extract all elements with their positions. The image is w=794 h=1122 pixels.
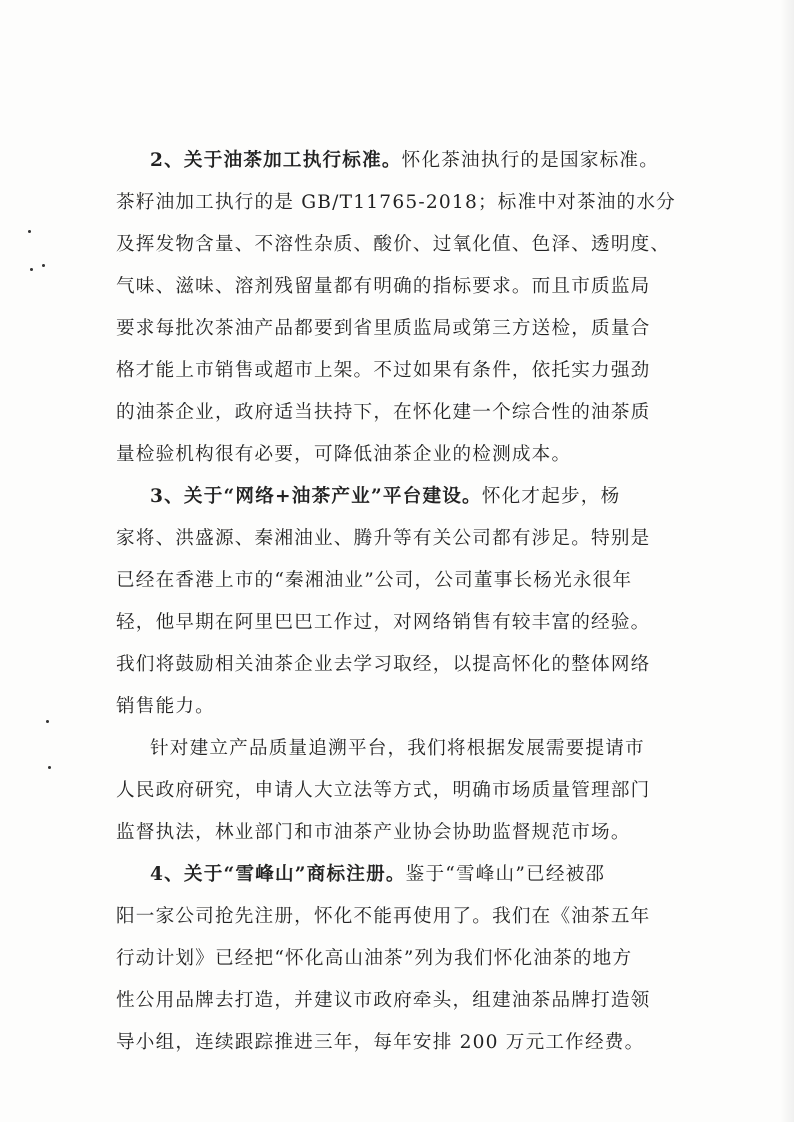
paragraph-3-line: 已经在香港上市的“秦湘油业”公司，公司董事长杨光永很年 [116,570,633,591]
paragraph-2-line: 要求每批次茶油产品都要到省里质监局或第三方送检，质量合 [116,318,651,339]
paragraph-2-line: 茶籽油加工执行的是 GB/T11765-2018；标准中对茶油的水分 [116,192,676,213]
paragraph-4-heading: 4、关于“雪峰山”商标注册。 [150,864,406,885]
paragraph-3-line: 家将、洪盛源、秦湘油业、腾升等有关公司都有涉足。特别是 [116,528,651,549]
paragraph-2-line: 量检验机构很有必要，可降低油茶企业的检测成本。 [116,444,572,465]
paragraph-3-text: 怀化才起步，杨 [481,486,621,507]
paragraph-2-line: 格才能上市销售或超市上架。不过如果有条件，依托实力强劲 [116,360,651,381]
paragraph-2-line: 及挥发物含量、不溶性杂质、酸价、过氧化值、色泽、透明度、 [116,234,671,255]
paragraph-4-line: 导小组，连续跟踪推进三年，每年安排 200 万元工作经费。 [116,1032,645,1053]
paragraph-3-heading: 3、关于“网络+油茶产业”平台建设。 [150,486,482,507]
scan-mark [42,264,45,267]
paragraph-3-line: 我们将鼓励相关油茶企业去学习取经，以提高怀化的整体网络 [116,654,651,675]
paragraph-4-text: 鉴于“雪峰山”已经被邵 [405,864,606,885]
paragraph-3-line: 销售能力。 [116,696,215,717]
traceability-line: 人民政府研究，申请人大立法等方式，明确市场质量管理部门 [116,780,651,801]
scan-mark [30,268,33,271]
scan-mark [28,230,31,233]
paragraph-2-line: 气味、滋味、溶剂残留量都有明确的指标要求。而且市质监局 [116,276,651,297]
traceability-line: 监督执法，林业部门和市油茶产业协会协助监督规范市场。 [116,822,631,843]
paragraph-4-line: 性公用品牌去打造，并建议市政府牵头，组建油茶品牌打造领 [116,990,651,1011]
traceability-line: 针对建立产品质量追溯平台，我们将根据发展需要提请市 [150,738,645,759]
paragraph-4-line-1 [150,858,605,892]
paragraph-4-line: 阳一家公司抢先注册，怀化不能再使用了。我们在《油茶五年 [116,906,651,927]
scan-mark [48,766,51,769]
paragraph-2-heading: 2、关于油茶加工执行标准。 [150,150,402,171]
paragraph-2-line-1 [150,144,659,178]
scan-mark [46,720,49,723]
paragraph-4-line: 行动计划》已经把“怀化高山油茶”列为我们怀化油茶的地方 [116,948,633,969]
paragraph-3-line-1 [150,480,620,514]
paragraph-2-text: 怀化茶油执行的是国家标准。 [401,150,659,171]
paragraph-2-line: 的油茶企业，政府适当扶持下，在怀化建一个综合性的油茶质 [116,402,651,423]
scan-edge-shadow [780,0,794,1122]
paragraph-3-line: 轻，他早期在阿里巴巴工作过，对网络销售有较丰富的经验。 [116,612,651,633]
